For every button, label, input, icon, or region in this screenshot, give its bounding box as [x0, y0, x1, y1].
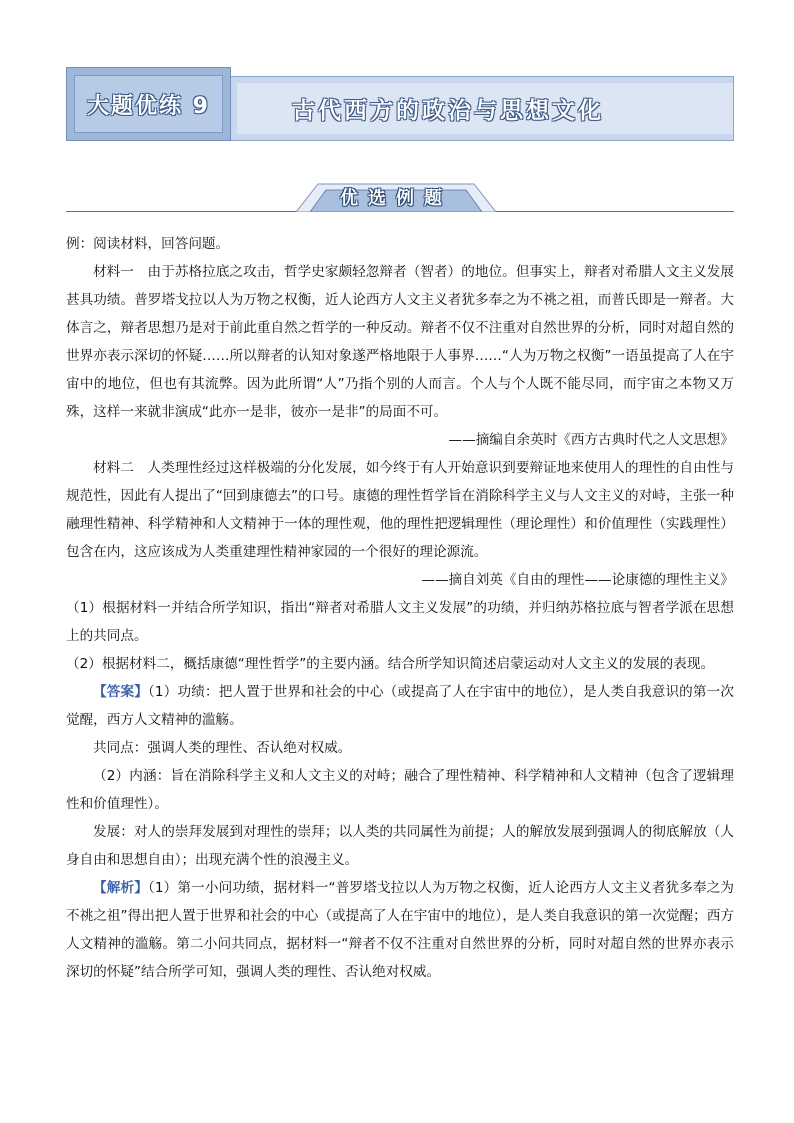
- example-intro: 例：阅读材料，回答问题。: [66, 236, 230, 252]
- analysis-text: （1）第一小问功绩，据材料一“普罗塔戈拉以人为万物之权衡，近人论西方人文主义者犹多奉之为不祧之祖”得出把人置于世界和社会的中心（或提高了人在宇宙中的地位），是人类自我意识的第一次觉醒；西方人文精神的滥觞。第二小问共同点，据材料一“辩者不仅不注重对自然世界的分析，同时对超自然的世界亦表示深切的怀疑”结合所学可知，强调人类的理性、否认绝对权威。: [66, 880, 734, 980]
- material-2: 材料二 人类理性经过这样极端的分化发展，如今终于有人开始意识到要辩证地来使用人的理性的自由性与规范性，因此有人提出了“回到康德去”的口号。康德的理性哲学旨在消除科学主义与人文主义的对峙，主张一种融理性精神、科学精神和人文精神于一体的理性观，他的理性把逻辑理性（理论理性）和价值理性（实践理性）包含在内，这应该成为人类重建理性精神家园的一个很好的理论源流。: [66, 460, 734, 560]
- material-1-source: ——摘编自余英时《西方古典时代之人文思想》: [448, 432, 734, 448]
- question-2: （2）根据材料二，概括康德“理性哲学”的主要内涵。结合所学知识简述启蒙运动对人文主义的发展的表现。: [66, 656, 715, 672]
- answer-part-1: [66, 678, 734, 734]
- analysis-tag: 【解析】: [93, 880, 148, 896]
- answer-common-points: 共同点：强调人类的理性、否认绝对权威。: [93, 740, 352, 756]
- material-1: 材料一 由于苏格拉底之攻击，哲学史家颇轻忽辩者（智者）的地位。但事实上，辩者对希腊人文主义发展甚具功绩。普罗塔戈拉以人为万物之权衡，近人论西方人文主义者犹多奉之为不祧之祖，而普氏即是一辩者。大体言之，辩者思想乃是对于前此重自然之哲学的一种反动。辩者不仅不注重对自然世界的分析，同时对超自然的世界亦表示深切的怀疑……所以辩者的认知对象遂严格地限于人事界……“人为万物之权衡”一语虽提高了人在宇宙中的地位，但也有其流弊。因为此所谓“人”乃指个别的人而言。个人与个人既不能尽同，而宇宙之本物又万殊，这样一来就非演成“此亦一是非，彼亦一是非”的局面不可。: [66, 264, 734, 420]
- material-2-source: ——摘自刘英《自由的理性——论康德的理性主义》: [421, 572, 734, 588]
- answer-part-1-text: （1）功绩：把人置于世界和社会的中心（或提高了人在宇宙中的地位），是人类自我意识的第一次觉醒，西方人文精神的滥觞。: [66, 684, 735, 728]
- title-banner: [66, 67, 734, 141]
- answer-part-2: （2）内涵：旨在消除科学主义和人文主义的对峙；融合了理性精神、科学精神和人文精神（包含了逻辑理性和价值理性）。: [66, 768, 734, 812]
- answer-tag: 【答案】: [93, 684, 148, 700]
- analysis: [66, 874, 734, 986]
- section-heading: 优选例题: [340, 188, 452, 209]
- question-1: （1）根据材料一并结合所学知识，指出“辩者对希腊人文主义发展”的功绩，并归纳苏格拉底与智者学派在思想上的共同点。: [66, 600, 734, 644]
- document-body: [66, 230, 734, 986]
- page-title: 古代西方的政治与思想文化: [292, 98, 604, 124]
- answer-development: 发展：对人的崇拜发展到对理性的崇拜；以人类的共同属性为前提；人的解放发展到强调人的彻底解放（人身自由和思想自由）；出现充满个性的浪漫主义。: [66, 824, 734, 868]
- banner-right-inner: [237, 83, 733, 134]
- section-tab: [296, 182, 496, 212]
- banner-left-box: [66, 67, 231, 141]
- banner-left-inner: [74, 75, 223, 133]
- banner-right-box: [231, 76, 734, 141]
- exercise-label: 大题优练 9: [87, 93, 210, 119]
